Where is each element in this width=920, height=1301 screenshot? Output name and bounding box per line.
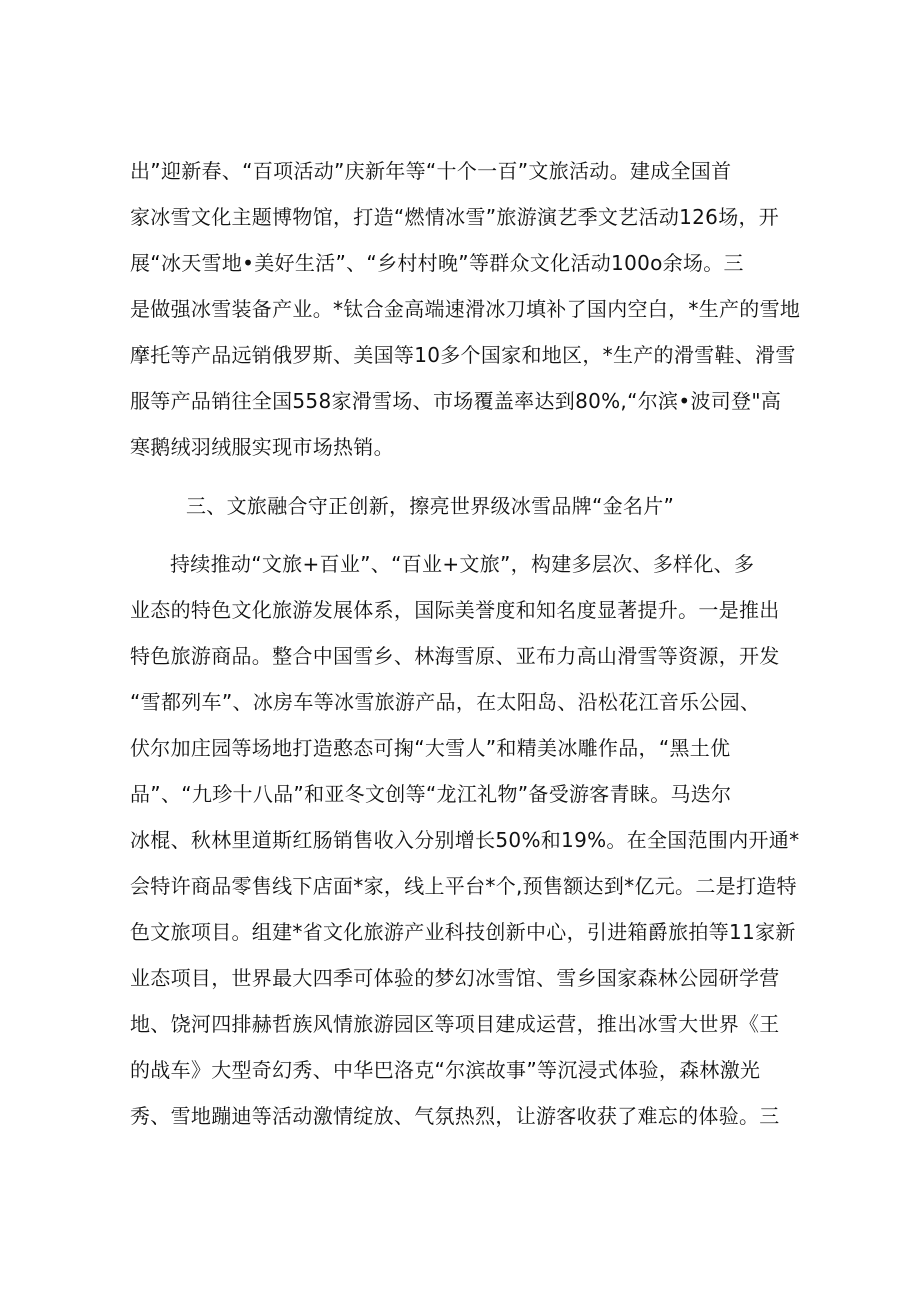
text-line: 持续推动“文旅+百业”、“百业+文旅”，构建多层次、多样化、多 xyxy=(170,552,755,576)
text-line: 特色旅游商品。整合中国雪乡、林海雪原、亚布力高山滑雪等资源，开发 xyxy=(130,644,780,668)
text-line: 地、饶河四排赫哲族风情旅游园区等项目建成运营，推出冰雪大世界《王 xyxy=(130,1012,780,1036)
text-line: 伏尔加庄园等场地打造憨态可掬“大雪人”和精美冰雕作品，“黑土优 xyxy=(130,736,731,760)
text-line: 展“冰天雪地•美好生活”、“乡村村晚”等群众文化活动100o余场。三 xyxy=(130,251,744,275)
text-line: 品”、“九珍十八品”和亚冬文创等“龙江礼物”备受游客青睐。马迭尔 xyxy=(130,782,732,806)
text-line: 是做强冰雪装备产业。*钛合金高端速滑冰刀填补了国内空白，*生产的雪地 xyxy=(130,297,801,321)
text-line: 摩托等产品远销俄罗斯、美国等10多个国家和地区，*生产的滑雪鞋、滑雪 xyxy=(130,343,796,367)
text-line: 出”迎新春、“百项活动”庆新年等“十个一百”文旅活动。建成全国首 xyxy=(130,159,732,183)
text-line: 色文旅项目。组建*省文化旅游产业科技创新中心，引进箱爵旅拍等11家新 xyxy=(130,920,796,944)
section-heading: 三、文旅融合守正创新，擦亮世界级冰雪品牌“金名片” xyxy=(186,494,675,518)
text-line: 寒鹅绒羽绒服实现市场热销。 xyxy=(130,435,394,459)
text-line: 业态的特色文化旅游发展体系，国际美誉度和知名度显著提升。一是推出 xyxy=(130,598,780,622)
text-line: 家冰雪文化主题博物馆，打造“燃情冰雪”旅游演艺季文艺活动126场，开 xyxy=(130,205,780,229)
text-line: 业态项目，世界最大四季可体验的梦幻冰雪馆、雪乡国家森林公园研学营 xyxy=(130,966,780,990)
text-line: “雪都列车”、冰房车等冰雪旅游产品，在太阳岛、沿松花江音乐公园、 xyxy=(130,690,761,714)
text-line: 冰棍、秋林里道斯红肠销售收入分别增长50%和19%。在全国范围内开通* xyxy=(130,828,800,852)
text-line: 秀、雪地蹦迪等活动激情绽放、气氛热烈，让游客收获了难忘的体验。三 xyxy=(130,1104,780,1128)
paragraph-2 xyxy=(130,541,810,1139)
paragraph-1 xyxy=(130,148,810,470)
text-line: 会特许商品零售线下店面*家，线上平台*个,预售额达到*亿元。二是打造特 xyxy=(130,874,797,898)
text-line: 的战车》大型奇幻秀、中华巴洛克“尔滨故事”等沉浸式体验，森林激光 xyxy=(130,1058,761,1082)
text-line: 服等产品销往全国558家滑雪场、市场覆盖率达到80%,“尔滨•波司登"高 xyxy=(130,389,782,413)
